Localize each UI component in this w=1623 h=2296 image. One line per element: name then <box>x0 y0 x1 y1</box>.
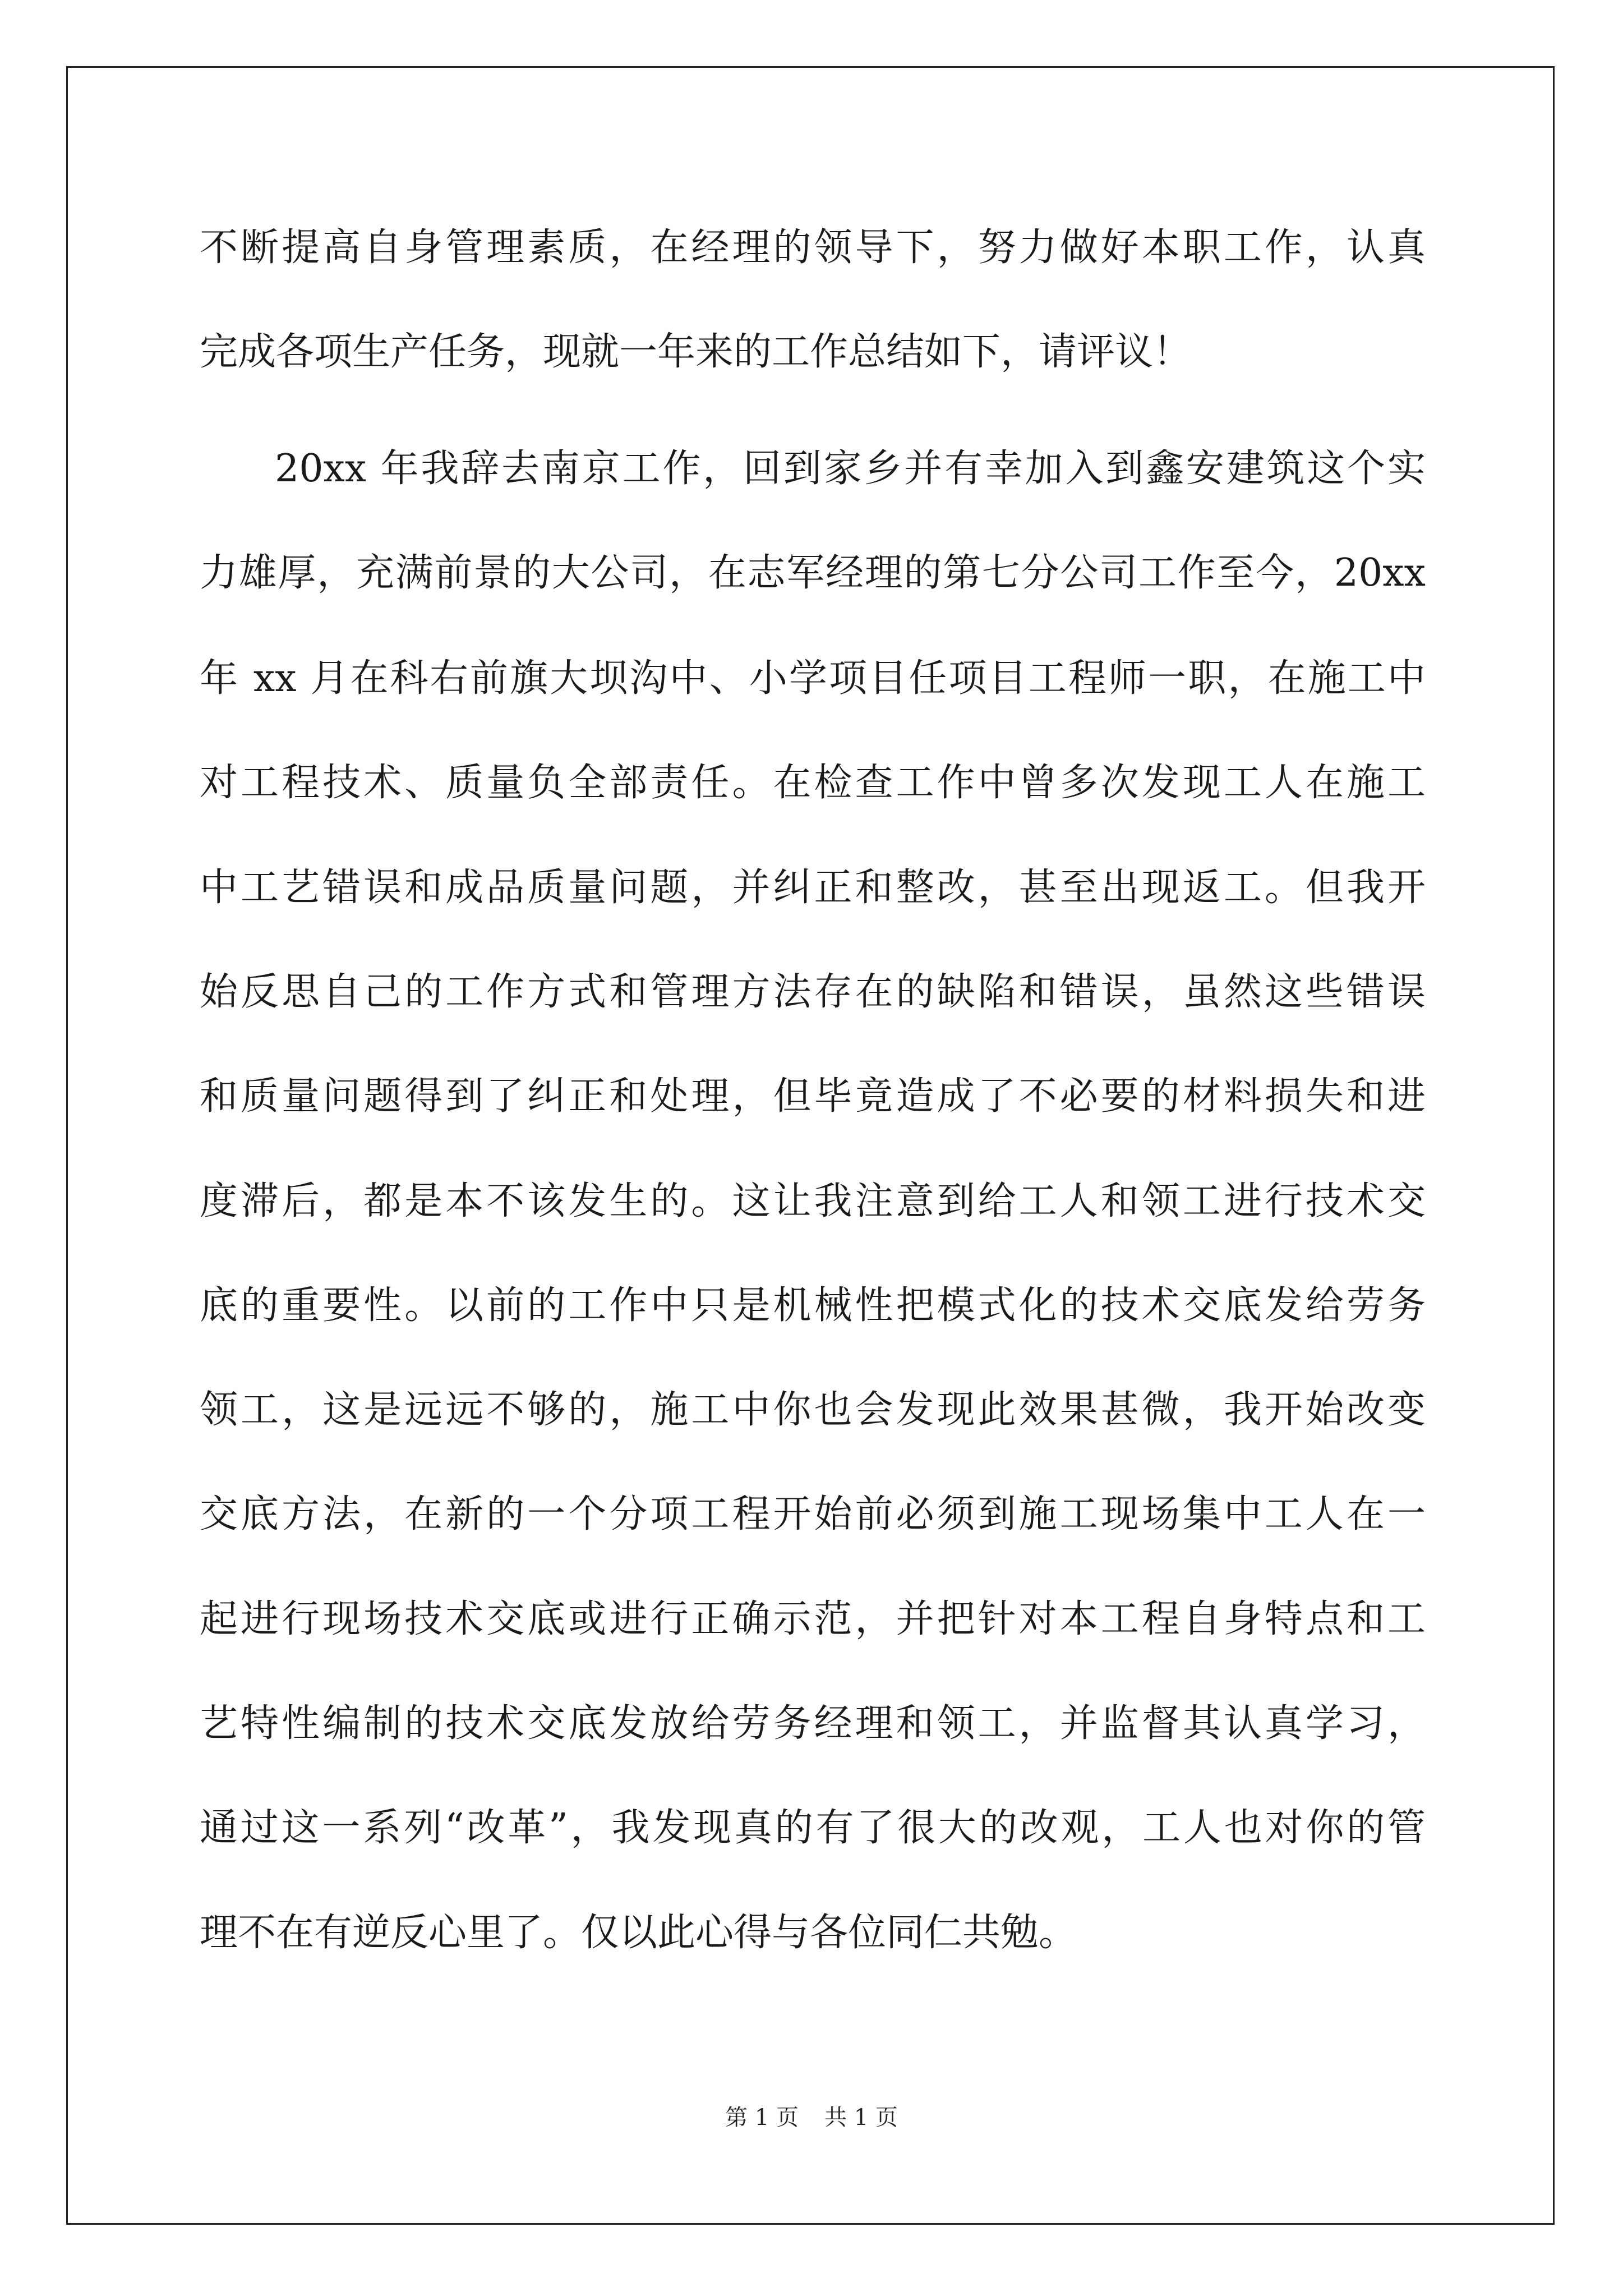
paragraph-line-17: 理不在有逆反心里了。仅以此心得与各位同仁共勉。 <box>200 1911 1077 1955</box>
paragraph-line-5: 年 xx 月在科右前旗大坝沟中、小学项目任项目工程师一职，在施工中 <box>200 656 1426 701</box>
paragraph-line-1: 不断提高自身管理素质，在经理的领导下，努力做好本职工作，认真 <box>200 226 1426 270</box>
paragraph-line-16: 通过这一系列“改革”，我发现真的有了很大的改观，工人也对你的管 <box>200 1806 1426 1850</box>
page-number: 第 1 页 <box>725 2105 799 2131</box>
paragraph-line-9: 和质量问题得到了纠正和处理，但毕竟造成了不必要的材料损失和进 <box>200 1074 1426 1119</box>
paragraph-line-7: 中工艺错误和成品质量问题，并纠正和整改，甚至出现返工。但我开 <box>200 866 1426 910</box>
paragraph-line-2: 完成各项生产任务，现就一年来的工作总结如下，请评议！ <box>200 330 1192 374</box>
paragraph-line-3: 20xx 年我辞去南京工作，回到家乡并有幸加入到鑫安建筑这个实 <box>275 447 1426 491</box>
paragraph-line-11: 底的重要性。以前的工作中只是机械性把模式化的技术交底发给劳务 <box>200 1283 1426 1328</box>
paragraph-line-12: 领工，这是远远不够的，施工中你也会发现此效果甚微，我开始改变 <box>200 1388 1426 1432</box>
paragraph-line-14: 起进行现场技术交底或进行正确示范，并把针对本工程自身特点和工 <box>200 1597 1426 1641</box>
paragraph-line-4: 力雄厚，充满前景的大公司，在志军经理的第七分公司工作至今，20xx <box>200 551 1426 595</box>
paragraph-line-6: 对工程技术、质量负全部责任。在检查工作中曾多次发现工人在施工 <box>200 761 1426 805</box>
paragraph-line-8: 始反思自己的工作方式和管理方法存在的缺陷和错误，虽然这些错误 <box>200 970 1426 1014</box>
paragraph-line-15: 艺特性编制的技术交底发放给劳务经理和领工，并监督其认真学习， <box>200 1701 1426 1746</box>
paragraph-line-13: 交底方法，在新的一个分项工程开始前必须到施工现场集中工人在一 <box>200 1492 1426 1536</box>
page-total: 共 1 页 <box>824 2105 898 2131</box>
paragraph-line-10: 度滞后，都是本不该发生的。这让我注意到给工人和领工进行技术交 <box>200 1179 1426 1223</box>
page-footer <box>0 2101 1623 2134</box>
